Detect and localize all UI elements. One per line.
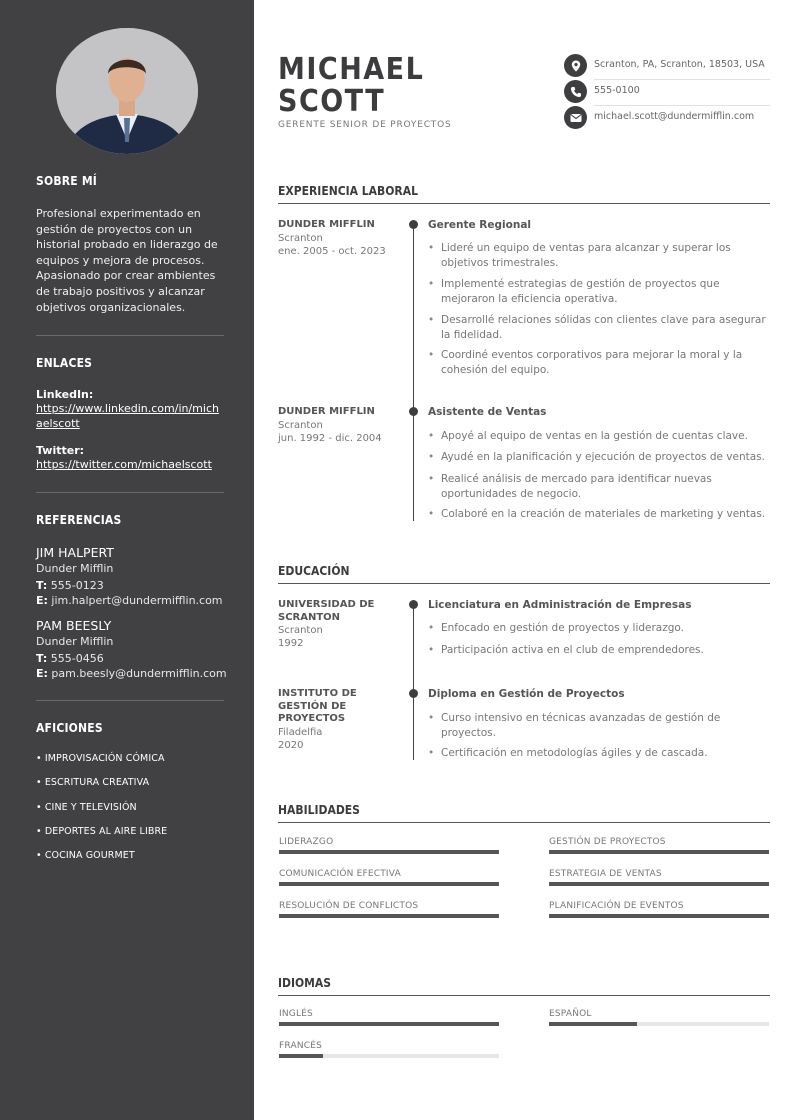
divider (36, 335, 224, 336)
hobby-item: • COCINA GOURMET (36, 850, 135, 861)
reference-company: Dunder Mifflin (36, 562, 114, 575)
timeline-dot (409, 600, 418, 609)
reference-company: Dunder Mifflin (36, 635, 114, 648)
experience-location: Scranton (278, 233, 323, 244)
language-bar (549, 1022, 769, 1026)
hobbies-heading: AFICIONES (36, 721, 103, 735)
education-degree: Diploma en Gestión de Proyectos (428, 688, 625, 700)
hobby-item: • CINE Y TELEVISIÓN (36, 802, 137, 813)
language-label: INGLÉS (279, 1009, 313, 1019)
experience-bullet: • Lideré un equipo de ventas para alcanzar y superar los objetivos trimestrales. (428, 241, 770, 270)
skill-bar (549, 882, 769, 886)
hobby-item: • IMPROVISACIÓN CÓMICA (36, 753, 165, 764)
education-location: Scranton (278, 625, 323, 636)
divider (36, 700, 224, 701)
portrait-image (56, 28, 198, 154)
job-title: GERENTE SENIOR DE PROYECTOS (278, 120, 452, 130)
education-year: 2020 (278, 740, 304, 751)
languages-heading: IDIOMAS (278, 976, 770, 996)
reference-phone: T: 555-0123 (36, 579, 104, 592)
experience-role: Gerente Regional (428, 219, 532, 231)
timeline-line (413, 377, 414, 521)
contact-phone: 555-0100 (564, 79, 770, 105)
reference-name: PAM BEESLY (36, 618, 112, 633)
skill-label: RESOLUCIÓN DE CONFLICTOS (279, 901, 419, 911)
education-school: INSTITUTO DE GESTIÓN DE PROYECTOS (278, 688, 357, 724)
experience-company: DUNDER MIFFLIN (278, 406, 375, 417)
skill-label: LIDERAZGO (279, 837, 334, 847)
timeline-dot (409, 689, 418, 698)
linkedin-link[interactable]: https://www.linkedin.com/in/mich aelscott (36, 402, 219, 430)
experience-company: DUNDER MIFFLIN (278, 219, 375, 230)
location-pin-icon (564, 54, 587, 77)
first-name: MICHAEL (278, 52, 425, 87)
contact-address: Scranton, PA, Scranton, 18503, USA (564, 53, 770, 79)
twitter-link[interactable]: https://twitter.com/michaelscott (36, 458, 212, 471)
sidebar (0, 0, 254, 1120)
education-bullet: • Certificación en metodologías ágiles y de cascada. (428, 746, 770, 761)
envelope-icon (564, 106, 587, 129)
skill-label: ESTRATEGIA DE VENTAS (549, 869, 662, 879)
about-text: Profesional experimentado en gestión de proyectos con un historial probado en liderazgo de equipos y mejora de procesos. Apasionado por crear ambientes de trabajo positivos y alcanzar objetivos organizacionales. (36, 207, 218, 314)
language-bar (279, 1054, 499, 1058)
twitter-label: Twitter: (36, 444, 85, 457)
skills-heading: HABILIDADES (278, 803, 770, 823)
linkedin-label: LinkedIn: (36, 388, 94, 401)
phone-icon (564, 80, 587, 103)
education-school: UNIVERSIDAD DE SCRANTON (278, 599, 375, 623)
last-name: SCOTT (278, 84, 386, 119)
links-heading: ENLACES (36, 356, 93, 370)
timeline-dot (409, 220, 418, 229)
language-label: ESPAÑOL (549, 1009, 592, 1019)
references-heading: REFERENCIAS (36, 513, 122, 527)
experience-bullet: • Coordiné eventos corporativos para mejorar la moral y la cohesión del equipo. (428, 348, 770, 377)
experience-bullet: • Desarrollé relaciones sólidas con clientes clave para asegurar la fidelidad. (428, 313, 770, 342)
skill-bar (549, 850, 769, 854)
divider (36, 492, 224, 493)
experience-bullet: • Colaboré en la creación de materiales de marketing y ventas. (428, 507, 770, 522)
timeline-line (413, 227, 414, 377)
education-location: Filadelfia (278, 727, 323, 738)
skill-bar (279, 850, 499, 854)
education-heading: EDUCACIÓN (278, 564, 770, 584)
hobby-item: • DEPORTES AL AIRE LIBRE (36, 826, 168, 837)
skill-label: PLANIFICACIÓN DE EVENTOS (549, 901, 684, 911)
reference-name: JIM HALPERT (36, 545, 114, 560)
education-year: 1992 (278, 638, 304, 649)
profile-photo (56, 28, 198, 154)
hobby-item: • ESCRITURA CREATIVA (36, 777, 150, 788)
experience-bullet: • Apoyé al equipo de ventas en la gestión de cuentas clave. (428, 429, 770, 444)
experience-dates: jun. 1992 - dic. 2004 (278, 433, 382, 444)
experience-location: Scranton (278, 420, 323, 431)
experience-dates: ene. 2005 - oct. 2023 (278, 246, 386, 257)
reference-email: E: jim.halpert@dundermifflin.com (36, 594, 223, 607)
education-bullet: • Participación activa en el club de emprendedores. (428, 643, 770, 658)
language-label: FRANCÉS (279, 1041, 323, 1051)
education-bullet: • Curso intensivo en técnicas avanzadas de gestión de proyectos. (428, 711, 770, 740)
experience-bullet: • Implementé estrategias de gestión de proyectos que mejoraron la eficiencia operativa. (428, 277, 770, 306)
experience-bullet: • Ayudé en la planificación y ejecución de proyectos de ventas. (428, 450, 770, 465)
experience-bullet: • Realicé análisis de mercado para identificar nuevas oportunidades de negocio. (428, 472, 770, 501)
experience-role: Asistente de Ventas (428, 406, 547, 418)
experience-heading: EXPERIENCIA LABORAL (278, 184, 770, 204)
education-bullet: • Enfocado en gestión de proyectos y liderazgo. (428, 621, 770, 636)
reference-phone: T: 555-0456 (36, 652, 104, 665)
timeline-dot (409, 407, 418, 416)
education-degree: Licenciatura en Administración de Empresas (428, 599, 692, 611)
skill-bar (549, 914, 769, 918)
about-heading: SOBRE MÍ (36, 174, 97, 188)
timeline-line (413, 606, 414, 760)
reference-email: E: pam.beesly@dundermifflin.com (36, 667, 227, 680)
skill-label: COMUNICACIÓN EFECTIVA (279, 869, 401, 879)
language-bar (279, 1022, 499, 1026)
skill-bar (279, 914, 499, 918)
skill-bar (279, 882, 499, 886)
skill-label: GESTIÓN DE PROYECTOS (549, 837, 666, 847)
contact-email: michael.scott@dundermifflin.com (564, 105, 770, 131)
